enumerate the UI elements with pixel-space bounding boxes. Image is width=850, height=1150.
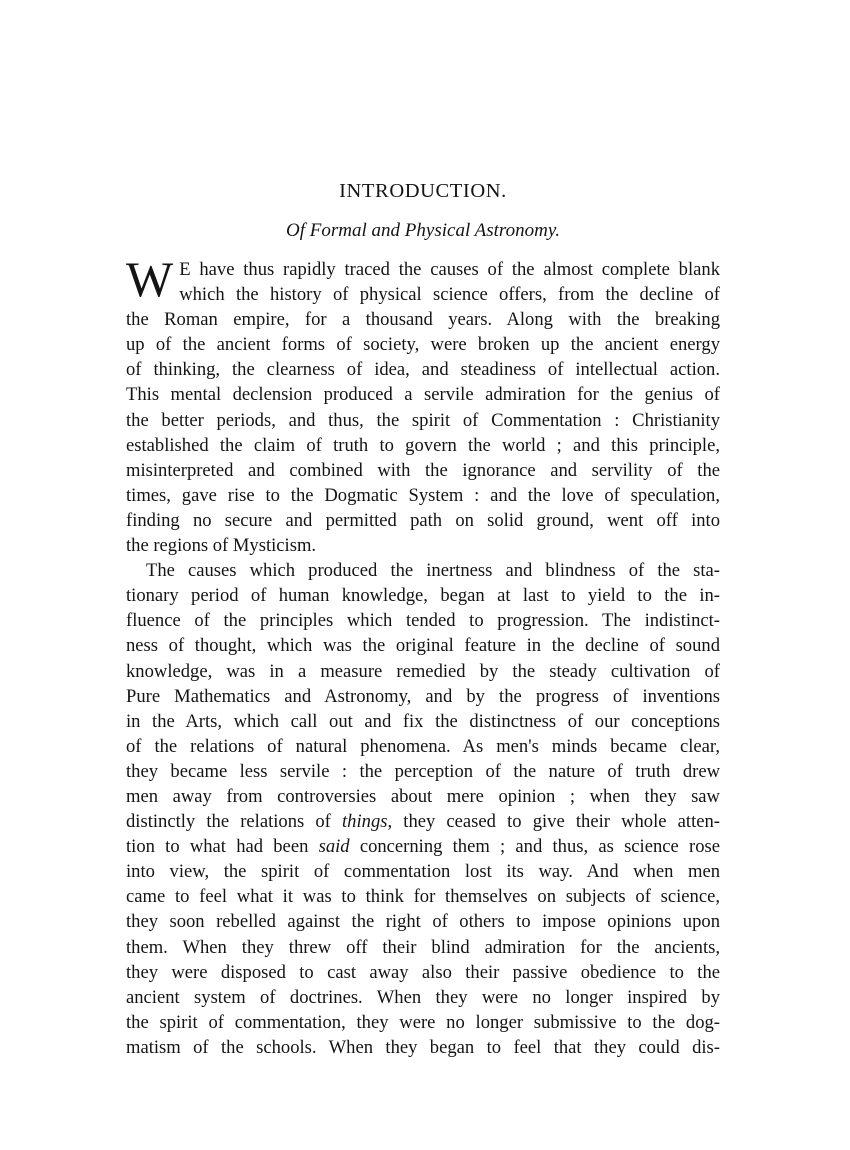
text-line-things [126,809,720,834]
paragraph-1 [126,251,720,558]
text-line: up of the ancient forms of society, were broken up the ancient energy [126,334,720,356]
text-line: of thinking, the clearness of idea, and steadiness of intellectual action. [126,359,720,381]
text-line: E have thus rapidly traced the causes of the almost complete blank [179,259,720,280]
chapter-title: INTRODUCTION. [339,180,507,202]
text-line: Pure Mathematics and Astronomy, and by the progress of inventions [126,685,720,707]
text-line: men away from controversies about mere opinion ; when they saw [126,785,720,807]
text-line: them. When they threw off their blind admiration for the ancients, [126,936,720,958]
text-line: ness of thought, which was the original feature in the decline of sound [126,635,720,657]
page [126,180,720,1060]
text-line: which the history of physical science offers, from the decline of [179,284,720,306]
text-line: they were disposed to cast away also their passive obedience to the [126,961,720,983]
text-line: times, gave rise to the Dogmatic System : and the love of speculation, [126,484,720,506]
text-line: tionary period of human knowledge, began at last to yield to the in- [126,585,720,607]
text-line: the Roman empire, for a thousand years. Along with the breaking [126,309,720,331]
section-title: Of Formal and Physical Astronomy. [286,220,560,241]
text-line: established the claim of truth to govern the world ; and this principle, [126,434,720,456]
text-line: This mental declension produced a servile admiration for the genius of [126,384,720,406]
text-line: came to feel what it was to think for themselves on subjects of science, [126,886,720,908]
text-line: finding no secure and permitted path on solid ground, went off into [126,509,720,531]
text-segment: distinctly the relations of [126,811,343,833]
text-segment: concerning them ; and thus, as science rose [349,836,720,858]
text-line-said [126,834,720,859]
drop-cap: W [126,251,174,307]
text-line: ancient system of doctrines. When they were no longer inspired by [126,986,720,1008]
emphasis-things: things [342,811,388,833]
text-line: the spirit of commentation, they were no longer submissive to the dog- [126,1011,720,1033]
text-line: knowledge, was in a measure remedied by the steady cultivation of [126,660,720,682]
text-line: in the Arts, which call out and fix the distinctness of our conceptions [126,710,720,732]
emphasis-said: said [318,836,350,858]
text-line: of the relations of natural phenomena. As men's minds became clear, [126,735,720,757]
text-line: fluence of the principles which tended to progression. The indistinct- [126,610,720,632]
text-line: misinterpreted and combined with the ignorance and servility of the [126,459,720,481]
paragraph-2 [126,558,720,1060]
text-line: they soon rebelled against the right of others to impose opinions upon [126,911,720,933]
text-segment: tion to what had been [126,836,319,858]
text-line: they became less servile : the perception of the nature of truth drew [126,760,720,782]
text-line: the better periods, and thus, the spirit of Commentation : Christianity [126,409,720,431]
text-line: into view, the spirit of commentation lost its way. And when men [126,861,720,883]
text-line: The causes which produced the inertness and blindness of the sta- [146,560,720,582]
text-line: the regions of Mysticism. [126,535,317,557]
text-line: matism of the schools. When they began to feel that they could dis- [126,1036,720,1058]
text-segment: , they ceased to give their whole atten- [387,811,720,833]
